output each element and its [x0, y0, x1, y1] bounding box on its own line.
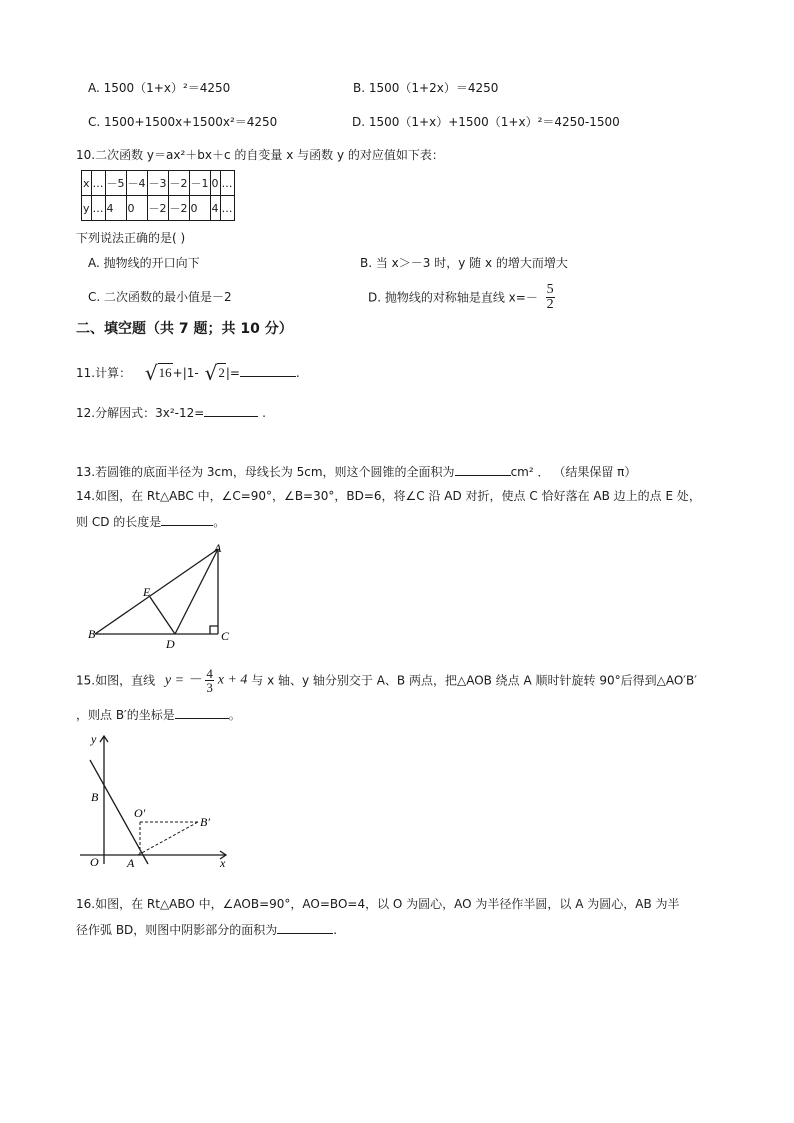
q11: [76, 361, 300, 385]
q15-line2-text: ，则点 B′的坐标是: [76, 708, 175, 722]
table-row-y: [82, 196, 235, 221]
answer-blank[interactable]: [161, 515, 213, 526]
q15-line2: [76, 708, 241, 721]
table-cell: －4: [126, 171, 147, 196]
table-cell: －3: [147, 171, 168, 196]
answer-blank[interactable]: [455, 465, 511, 476]
q12-end: .: [262, 406, 266, 420]
q11-middle: +|1-: [172, 366, 199, 380]
q14-line2: [76, 515, 225, 528]
table-cell: －2: [168, 171, 189, 196]
q12: [76, 406, 266, 419]
table-cell: x: [82, 171, 92, 196]
fraction-denominator: 3: [206, 680, 213, 695]
q14-line1: 14.如图，在 Rt△ABC 中，∠C=90°，∠B=30°，BD=6，将∠C 沿 AD 对折，使点 C 恰好落在 AB 边上的点 E 处，: [76, 489, 701, 503]
q15-line1: [76, 667, 697, 694]
label-c: C: [221, 629, 230, 643]
fraction: [205, 667, 214, 694]
q9-option-d: D. 1500（1+x）+1500（1+x）²＝4250-1500: [352, 115, 620, 129]
label-b-prime: B′: [200, 815, 210, 829]
radicand: 16: [158, 365, 172, 380]
q11-end: .: [295, 366, 300, 380]
q10-prompt: 下列说法正确的是( ): [76, 231, 186, 245]
section-title: 二、填空题（共 7 题；共 10 分）: [76, 321, 293, 337]
label-a: A: [127, 856, 135, 870]
q11-prefix: 11.计算：: [76, 366, 132, 380]
table-cell: －2: [168, 196, 189, 221]
label-a: A: [214, 541, 222, 555]
label-o-prime: O′: [134, 806, 146, 820]
q15-suffix: 与 x 轴、y 轴分别交于 A、B 两点，把△AOB 绕点 A 顺时针旋转 90°后得到△AO′B′: [251, 673, 697, 688]
table-cell: －2: [147, 196, 168, 221]
table-cell: 4: [105, 196, 126, 221]
q13-text: 13.若圆锥的底面半径为 3cm，母线长为 5cm，则这个圆锥的全面积为: [76, 465, 455, 479]
label-o: O: [90, 855, 99, 869]
q16-line2-text: 径作弧 BD，则图中阴影部分的面积为: [76, 923, 278, 937]
label-e: E: [143, 585, 151, 599]
q10-stem: 10.二次函数 y＝ax²＋bx＋c 的自变量 x 与函数 y 的对应值如下表：: [76, 148, 444, 162]
q14-triangle-figure: [82, 540, 242, 652]
q15-end: 。: [228, 708, 241, 722]
equation-lhs: y = －: [164, 672, 202, 688]
table-row-x: [82, 171, 235, 196]
label-y: y: [91, 732, 97, 746]
sqrt-2: √2: [204, 361, 225, 385]
q13-note: ． （结果保留 π）: [537, 465, 637, 479]
q10-option-a: A. 抛物线的开口向下: [88, 256, 200, 270]
table-cell: －1: [189, 171, 210, 196]
answer-blank[interactable]: [240, 366, 296, 377]
table-cell: y: [82, 196, 92, 221]
q9-option-c: C. 1500+1500x+1500x²＝4250: [88, 115, 278, 129]
fraction-numerator: 5: [546, 282, 554, 297]
q12-text: 12.分解因式：3x²-12=: [76, 406, 205, 420]
q16-line2: [76, 923, 337, 936]
q9-option-a: A. 1500（1+x）²＝4250: [88, 81, 231, 95]
table-cell: 4: [210, 196, 220, 221]
q10-option-d-text: D. 抛物线的对称轴是直线 x=－: [368, 290, 538, 305]
table-cell: …: [91, 171, 105, 196]
q14-end: 。: [213, 515, 226, 529]
fraction-numerator: 4: [206, 666, 213, 681]
radicand: 2: [218, 365, 225, 380]
answer-blank[interactable]: [277, 923, 333, 934]
q10-value-table: [81, 170, 235, 221]
q13: [76, 465, 636, 478]
label-x: x: [220, 856, 226, 870]
table-cell: 0: [210, 171, 220, 196]
table-cell: …: [91, 196, 105, 221]
label-b: B: [91, 790, 99, 804]
equation-rhs: x + 4: [217, 672, 248, 688]
q14-line2-text: 则 CD 的长度是: [76, 515, 162, 529]
table-cell: 0: [126, 196, 147, 221]
q16-end: .: [333, 923, 338, 937]
q9-option-b: B. 1500（1+2x）＝4250: [353, 81, 499, 95]
q11-suffix: |=: [225, 366, 240, 380]
table-cell: …: [220, 171, 234, 196]
q10-option-b: B. 当 x＞－3 时，y 随 x 的增大而增大: [360, 256, 568, 270]
fraction: [546, 283, 555, 312]
table-cell: －5: [105, 171, 126, 196]
q13-unit: cm²: [510, 465, 534, 479]
q15-prefix: 15.如图，直线: [76, 673, 156, 688]
q15-coordinate-figure: [76, 730, 236, 870]
answer-blank[interactable]: [175, 708, 229, 719]
q10-option-d: [368, 283, 555, 312]
label-d: D: [166, 637, 175, 651]
table-cell: 0: [189, 196, 210, 221]
label-b: B: [88, 627, 96, 641]
q16-line1: 16.如图，在 Rt△ABO 中，∠AOB=90°，AO=BO=4，以 O 为圆心，AO 为半径作半圆，以 A 为圆心，AB 为半: [76, 897, 680, 911]
sqrt-16: √16: [144, 361, 172, 385]
q10-option-c: C. 二次函数的最小值是－2: [88, 290, 232, 304]
table-cell: …: [220, 196, 234, 221]
answer-blank[interactable]: [204, 406, 258, 417]
fraction-denominator: 2: [546, 297, 554, 312]
